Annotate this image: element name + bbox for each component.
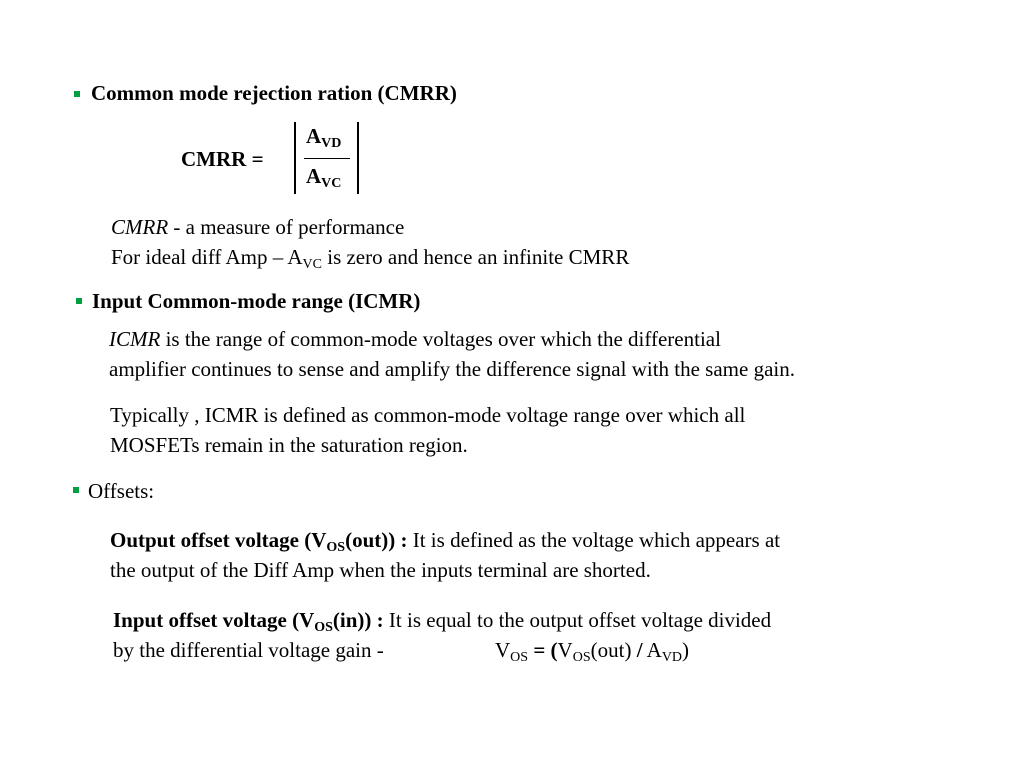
output-offset-line2: the output of the Diff Amp when the inputs terminal are shorted. [110, 558, 651, 582]
cmrr-line1-rest: - a measure of performance [168, 215, 405, 239]
cmrr-line2-sub: VC [302, 257, 322, 272]
cmrr-formula-lhs: CMRR = [181, 147, 264, 171]
cmrr-line2-b: is zero and hence an infinite CMRR [321, 245, 630, 269]
abs-bar-right [357, 122, 359, 194]
icmr-p2-line1: Typically , ICMR is defined as common-mode voltage range over which all [110, 403, 746, 427]
eq-a: A [642, 638, 662, 662]
icmr-term: ICMR [109, 327, 161, 351]
denominator-sub: VC [321, 176, 342, 191]
eq-close: ) [682, 638, 690, 662]
output-offset-label-sub: OS [326, 540, 346, 555]
eq-v2-sub: OS [572, 650, 591, 665]
cmrr-line1 [111, 212, 404, 242]
eq-v: V [495, 638, 511, 662]
fraction-line [304, 158, 350, 159]
eq-equals: = ( [528, 638, 558, 662]
numerator-main: A [306, 124, 322, 148]
bullet-icon [74, 91, 80, 97]
output-offset-label-a: Output offset voltage (V [110, 528, 327, 552]
bullet-icon [76, 298, 82, 304]
input-offset-label-sub: OS [314, 620, 333, 635]
output-offset-label-b: (out)) : [345, 528, 408, 552]
input-offset-line2: by the differential voltage gain - [113, 638, 384, 662]
icmr-p1-line2: amplifier continues to sense and amplify the difference signal with the same gain. [109, 357, 795, 381]
icmr-p1-line1 [109, 324, 721, 354]
cmrr-heading: Common mode rejection ration (CMRR) [91, 81, 457, 105]
cmrr-numerator [306, 124, 341, 152]
cmrr-line2-a: For ideal diff Amp – A [111, 245, 303, 269]
eq-a-sub: VD [661, 650, 683, 665]
input-offset-label-a: Input offset voltage (V [113, 608, 315, 632]
icmr-heading: Input Common-mode range (ICMR) [92, 289, 421, 313]
abs-bar-left [294, 122, 296, 194]
input-offset-equation [495, 635, 689, 673]
icmr-p2-line2: MOSFETs remain in the saturation region. [110, 433, 468, 457]
eq-v2: V [557, 638, 573, 662]
eq-out: (out) [590, 638, 637, 662]
input-offset-label-b: (in)) : [332, 608, 384, 632]
cmrr-line2 [111, 242, 629, 280]
eq-slash: / [636, 638, 643, 662]
cmrr-denominator [306, 164, 341, 192]
offsets-heading: Offsets: [88, 479, 155, 503]
output-offset-text-line1: It is defined as the voltage which appears at [407, 528, 781, 552]
denominator-main: A [306, 164, 322, 188]
icmr-p1-line1-rest: is the range of common-mode voltages over which the differential [160, 327, 721, 351]
numerator-sub: VD [321, 136, 342, 151]
eq-v-sub: OS [510, 650, 529, 665]
cmrr-term: CMRR [111, 215, 169, 239]
bullet-icon [73, 487, 79, 493]
input-offset-text-line1: It is equal to the output offset voltage divided [383, 608, 772, 632]
